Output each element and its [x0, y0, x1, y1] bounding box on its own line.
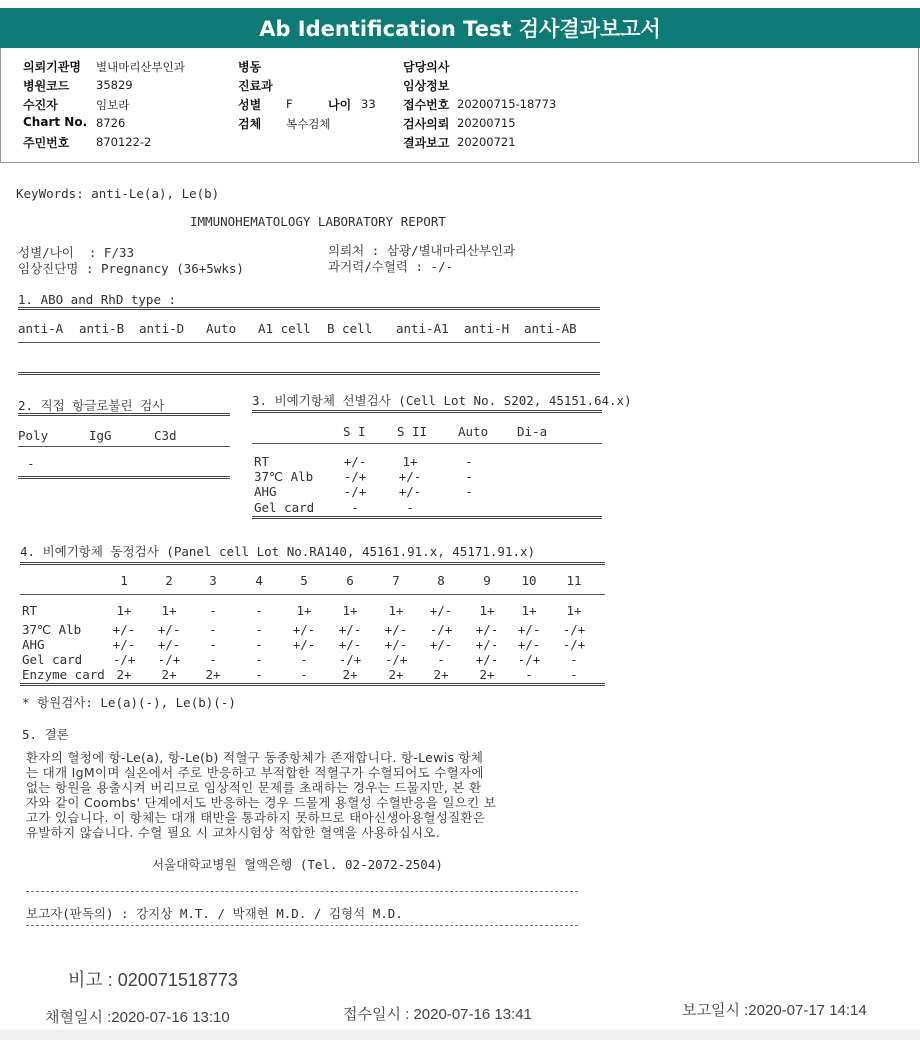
panel-result-cell: -: [209, 622, 217, 637]
hospital-code-label: 병원코드: [23, 79, 70, 93]
accession-label: 접수번호: [403, 98, 450, 112]
dat-col-igg: IgG: [89, 428, 112, 443]
panel-result-cell: 1+: [388, 603, 404, 618]
panel-result-cell: -: [300, 667, 308, 682]
panel-row-label: AHG: [22, 637, 45, 652]
divider: [26, 891, 578, 892]
divider: [18, 476, 230, 479]
panel-col-header: 5: [300, 573, 308, 588]
panel-col-header: 6: [346, 573, 354, 588]
abo-col-anti-ab: anti-AB: [524, 321, 577, 336]
panel-result-cell: -: [255, 603, 263, 618]
resident-no-value: 870122-2: [96, 135, 152, 149]
panel-col-header: 10: [521, 573, 537, 588]
panel-result-cell: -: [209, 637, 217, 652]
divider: [252, 516, 602, 519]
specimen-value: 복수검체: [286, 117, 331, 131]
conclusion-line: 는 대개 IgM이며 실온에서 주로 반응하고 부적합한 적혈구가 수혈되어도 수혈자에: [26, 765, 484, 780]
screen-row-label: Gel card: [254, 500, 315, 515]
screen-result-cell: -/+: [343, 469, 367, 484]
section5-title: 5. 결론: [22, 727, 69, 742]
clinical-info-label: 임상정보: [403, 79, 450, 93]
reported-value: 2020-07-17 14:14: [748, 1002, 867, 1019]
abo-col-anti-a1: anti-A1: [396, 321, 449, 336]
keywords: KeyWords: anti-Le(a), Le(b): [16, 186, 220, 201]
panel-result-cell: -/+: [112, 652, 136, 667]
panel-result-cell: 1+: [161, 603, 177, 618]
panel-result-cell: -: [255, 622, 263, 637]
blood-bank-line: 서울대학교병원 혈액은행 (Tel. 02-2072-2504): [152, 857, 443, 872]
panel-result-cell: +/-: [292, 622, 316, 637]
remark-value: 020071518773: [117, 970, 238, 990]
abo-col-b-cell: B cell: [327, 321, 373, 336]
request-date-value: 20200715: [457, 116, 516, 130]
conclusion-text: [26, 750, 626, 840]
received-label: 접수일시 :: [343, 1006, 414, 1023]
remark: [68, 966, 238, 992]
divider: [20, 594, 605, 595]
age-value: 33: [361, 97, 376, 111]
hospital-value: 별내마리산부인과: [96, 60, 185, 74]
panel-result-cell: +/-: [517, 637, 541, 652]
panel-result-cell: -: [570, 667, 578, 682]
panel-result-cell: 1+: [479, 603, 495, 618]
panel-col-header: 9: [483, 573, 491, 588]
screen-result-cell: -: [351, 500, 359, 515]
panel-result-cell: -/+: [157, 652, 181, 667]
panel-col-header: 2: [165, 573, 173, 588]
conclusion-line: 유발하지 않습니다. 수혈 필요 시 교차시험상 적합한 혈액을 사용하십시오.: [26, 825, 440, 840]
header-info-box: [0, 48, 919, 163]
chart-no-value: 8726: [96, 116, 126, 130]
panel-result-cell: +/-: [157, 622, 181, 637]
panel-result-cell: +/-: [157, 637, 181, 652]
panel-result-cell: 2+: [205, 667, 221, 682]
remark-label: 비고 :: [68, 970, 118, 990]
panel-col-header: 3: [209, 573, 217, 588]
sex-label: 성별: [238, 98, 262, 112]
screen-result-cell: -: [465, 484, 473, 499]
panel-result-cell: +/-: [384, 622, 408, 637]
accession-value: 20200715-18773: [457, 97, 557, 111]
reported-label: 보고일시 :: [682, 1002, 749, 1019]
panel-result-cell: +/-: [338, 622, 362, 637]
patient-value: 임보라: [96, 98, 130, 112]
antigen-test-line: * 항원검사: Le(a)(-), Le(b)(-): [22, 695, 236, 710]
panel-col-header: 7: [392, 573, 400, 588]
panel-result-cell: +/-: [475, 622, 499, 637]
divider: [20, 683, 605, 686]
divider: [18, 446, 230, 447]
hospital-code-value: 35829: [96, 78, 133, 92]
section2-title: 2. 직접 항글로불린 검사: [18, 398, 165, 413]
panel-result-cell: +/-: [112, 637, 136, 652]
screen-col-dia: Di-a: [517, 424, 548, 439]
sex-value: F: [286, 97, 293, 111]
screen-result-cell: -: [465, 469, 473, 484]
panel-result-cell: -: [437, 652, 445, 667]
abo-col-anti-d: anti-D: [139, 321, 185, 336]
sex-age-line: 성별/나이 : F/33: [18, 245, 135, 260]
report-title: Ab Identification Test 검사결과보고서: [0, 8, 920, 48]
panel-result-cell: -/+: [384, 652, 408, 667]
collected-time: [45, 1006, 230, 1027]
reporter-line: 보고자(판독의) : 강지상 M.T. / 박재현 M.D. / 김형석 M.D.: [26, 906, 403, 921]
chart-no-label: Chart No.: [23, 115, 88, 129]
request-date-label: 검사의뢰: [403, 117, 450, 131]
screen-col-auto: Auto: [458, 424, 489, 439]
screen-result-cell: 1+: [402, 454, 418, 469]
panel-result-cell: 2+: [342, 667, 358, 682]
panel-result-cell: +/-: [112, 622, 136, 637]
panel-result-cell: 1+: [296, 603, 312, 618]
panel-result-cell: -: [255, 652, 263, 667]
report-date-value: 20200721: [457, 135, 516, 149]
panel-result-cell: +/-: [517, 622, 541, 637]
divider: [18, 342, 600, 343]
panel-row-label: 37℃ Alb: [22, 622, 82, 637]
panel-result-cell: 2+: [161, 667, 177, 682]
panel-result-cell: -/+: [562, 622, 586, 637]
collected-label: 채혈일시 :: [45, 1009, 112, 1026]
panel-col-header: 1: [120, 573, 128, 588]
abo-col-anti-a: anti-A: [18, 321, 64, 336]
screen-result-cell: +/-: [343, 454, 367, 469]
received-time: [343, 1003, 532, 1024]
screen-result-cell: -: [465, 454, 473, 469]
panel-result-cell: 1+: [521, 603, 537, 618]
screen-col-sii: S II: [397, 424, 428, 439]
panel-result-cell: -/+: [338, 652, 362, 667]
panel-result-cell: -: [209, 652, 217, 667]
divider: [18, 372, 600, 375]
panel-col-header: 11: [566, 573, 582, 588]
screen-row-label: RT: [254, 454, 270, 469]
conclusion-line: 고가 있습니다. 이 항체는 대개 태반을 통과하지 못하므로 태아신생아용혈성질환은: [26, 810, 486, 825]
requester-line: 의뢰처 : 삼광/별내마리산부인과: [328, 243, 516, 258]
divider: [252, 443, 602, 444]
dat-col-c3d: C3d: [154, 428, 177, 443]
screen-row-label: AHG: [254, 484, 277, 499]
screen-result-cell: -/+: [343, 484, 367, 499]
specimen-label: 검체: [238, 117, 262, 131]
patient-label: 수진자: [23, 98, 58, 112]
abo-col-anti-b: anti-B: [79, 321, 125, 336]
screen-row-label: 37℃ Alb: [254, 469, 314, 484]
resident-no-label: 주민번호: [23, 136, 70, 150]
received-value: 2020-07-16 13:41: [413, 1006, 532, 1023]
panel-col-header: 8: [437, 573, 445, 588]
conclusion-line: 없는 항원을 용출시켜 버리므로 임상적인 문제를 초래하는 경우는 드물지만, 본 환: [26, 780, 482, 795]
doctor-label: 담당의사: [403, 60, 450, 74]
bottom-band: [0, 1030, 920, 1040]
conclusion-line: 환자의 혈청에 항-Le(a), 항-Le(b) 적혈구 동종항체가 존재합니다. 항-Lewis 항체: [26, 750, 484, 765]
screen-result-cell: +/-: [398, 469, 422, 484]
divider: [252, 410, 602, 413]
collected-value: 2020-07-16 13:10: [111, 1009, 230, 1026]
panel-result-cell: 2+: [433, 667, 449, 682]
panel-result-cell: -/+: [429, 622, 453, 637]
panel-result-cell: +/-: [429, 603, 453, 618]
reported-time: [682, 999, 867, 1020]
divider: [20, 562, 605, 565]
panel-result-cell: -: [209, 603, 217, 618]
dat-col-poly: Poly: [18, 428, 49, 443]
panel-result-cell: -: [525, 667, 533, 682]
divider: [18, 307, 600, 310]
panel-result-cell: -: [300, 652, 308, 667]
abo-col-a1-cell: A1 cell: [258, 321, 311, 336]
screen-result-cell: +/-: [398, 484, 422, 499]
age-label: 나이: [328, 98, 352, 112]
abo-col-auto: Auto: [206, 321, 237, 336]
panel-result-cell: +/-: [429, 637, 453, 652]
abo-col-anti-h: anti-H: [464, 321, 510, 336]
panel-result-cell: 2+: [116, 667, 132, 682]
panel-result-cell: 1+: [566, 603, 582, 618]
panel-result-cell: -: [255, 637, 263, 652]
panel-row-label: RT: [22, 603, 38, 618]
section1-title: 1. ABO and RhD type :: [18, 292, 177, 307]
panel-result-cell: -/+: [517, 652, 541, 667]
panel-result-cell: 2+: [388, 667, 404, 682]
hospital-label: 의뢰기관명: [23, 60, 81, 74]
lab-report-title: IMMUNOHEMATOLOGY LABORATORY REPORT: [190, 214, 446, 229]
panel-result-cell: +/-: [292, 637, 316, 652]
section4-title: 4. 비예기항체 동정검사 (Panel cell Lot No.RA140, 45161.91.x, 45171.91.x): [20, 544, 536, 559]
conclusion-line: 자와 같이 Coombs' 단계에서도 반응하는 경우 드물게 용혈성 수혈반응을 일으킨 보: [26, 795, 497, 810]
divider: [26, 925, 578, 926]
ward-label: 병동: [238, 60, 262, 74]
diagnosis-line: 임상진단명 : Pregnancy (36+5wks): [18, 261, 244, 276]
panel-result-cell: 1+: [342, 603, 358, 618]
screen-result-cell: -: [406, 500, 414, 515]
panel-result-cell: -/+: [562, 637, 586, 652]
panel-col-header: 4: [255, 573, 263, 588]
department-label: 진료과: [238, 79, 273, 93]
panel-result-cell: +/-: [475, 652, 499, 667]
panel-row-label: Gel card: [22, 652, 83, 667]
panel-result-cell: 2+: [479, 667, 495, 682]
divider: [18, 413, 230, 416]
panel-result-cell: +/-: [338, 637, 362, 652]
panel-row-label: Enzyme card: [22, 667, 105, 682]
section3-title: 3. 비예기항체 선별검사 (Cell Lot No. S202, 45151.64.x): [252, 393, 632, 408]
panel-result-cell: 1+: [116, 603, 132, 618]
panel-result-cell: +/-: [475, 637, 499, 652]
dat-value: -: [27, 456, 35, 471]
screen-col-si: S I: [343, 424, 366, 439]
panel-result-cell: -: [570, 652, 578, 667]
panel-result-cell: -: [255, 667, 263, 682]
report-date-label: 결과보고: [403, 136, 450, 150]
history-line: 과거력/수혈력 : -/-: [328, 259, 454, 274]
panel-result-cell: +/-: [384, 637, 408, 652]
